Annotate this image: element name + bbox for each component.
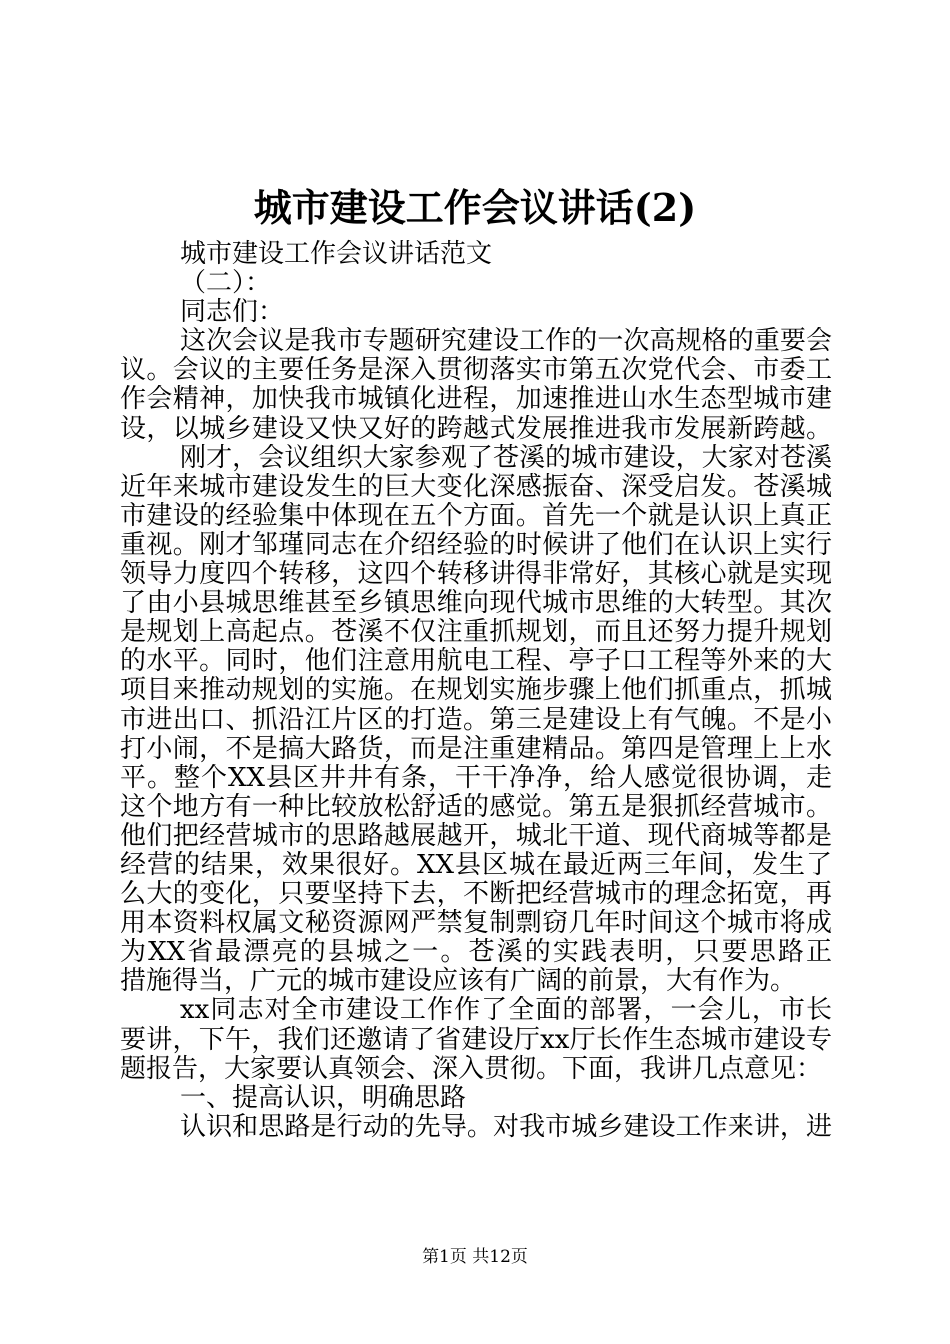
text-line: 这个地方有一种比较放松舒适的感觉。第五是狠抓经营城市。	[120, 792, 832, 822]
text-line: 是规划上高起点。苍溪不仅注重抓规划，而且还努力提升规划	[120, 618, 832, 648]
page-footer: 第1页 共12页	[422, 1247, 528, 1267]
text-line: 他们把经营城市的思路越展越开，城北干道、现代商城等都是	[120, 821, 832, 851]
text-line: （二）：	[180, 268, 272, 299]
text-line: 为XX省最漂亮的县城之一。苍溪的实践表明，只要思路正	[120, 938, 832, 968]
text-line: 要讲，下午，我们还邀请了省建设厅xx厅长作生态城市建设专	[120, 1025, 832, 1055]
text-line: 了由小县城思维甚至乡镇思维向现代城市思维的大转型。其次	[120, 589, 832, 619]
text-line: 用本资料权属文秘资源网严禁复制剽窃几年时间这个城市将成	[120, 909, 832, 939]
document-title: 城市建设工作会议讲话(2)	[253, 185, 697, 230]
text-line: 一、提高认识，明确思路	[180, 1082, 467, 1113]
text-line: 同志们：	[180, 297, 285, 328]
text-line: 的水平。同时，他们注意用航电工程、亭子口工程等外来的大	[120, 647, 832, 677]
text-line: 题报告，大家要认真领会、深入贯彻。下面，我讲几点意见：	[120, 1053, 823, 1084]
text-line: 近年来城市建设发生的巨大变化深感振奋、深受启发。苍溪城	[120, 472, 832, 502]
text-line: 经营的结果，效果很好。XX县区城在最近两三年间，发生了	[120, 850, 832, 880]
text-line: 么大的变化，只要坚持下去，不断把经营城市的理念拓宽，再	[120, 880, 832, 910]
document-body	[120, 240, 832, 1142]
text-line: 认识和思路是行动的先导。对我市城乡建设工作来讲，进	[180, 1112, 832, 1142]
text-line: 项目来推动规划的实施。在规划实施步骤上他们抓重点，抓城	[120, 676, 832, 706]
text-line: 措施得当，广元的城市建设应该有广阔的前景，大有作为。	[120, 966, 797, 997]
text-line: 设，以城乡建设又快又好的跨越式发展推进我市发展新跨越。	[120, 414, 832, 444]
text-line: 市进出口、抓沿江片区的打造。第三是建设上有气魄。不是小	[120, 705, 832, 735]
text-line: 领导力度四个转移，这四个转移讲得非常好，其核心就是实现	[120, 560, 832, 590]
text-line: 打小闹，不是搞大路货，而是注重建精品。第四是管理上上水	[120, 734, 832, 764]
text-line: xx同志对全市建设工作作了全面的部署，一会儿，市长	[180, 996, 832, 1026]
text-line: 议。会议的主要任务是深入贯彻落实市第五次党代会、市委工	[120, 356, 832, 386]
text-line: 刚才，会议组织大家参观了苍溪的城市建设，大家对苍溪	[180, 443, 832, 473]
text-line: 作会精神，加快我市城镇化进程，加速推进山水生态型城市建	[120, 385, 832, 415]
text-line: 市建设的经验集中体现在五个方面。首先一个就是认识上真正	[120, 501, 832, 531]
text-line: 重视。刚才邹瑾同志在介绍经验的时候讲了他们在认识上实行	[120, 530, 832, 560]
text-line: 平。整个XX县区井井有条，干干净净，给人感觉很协调，走	[120, 763, 832, 793]
text-line: 城市建设工作会议讲话范文	[180, 239, 493, 269]
text-line: 这次会议是我市专题研究建设工作的一次高规格的重要会	[180, 327, 832, 357]
